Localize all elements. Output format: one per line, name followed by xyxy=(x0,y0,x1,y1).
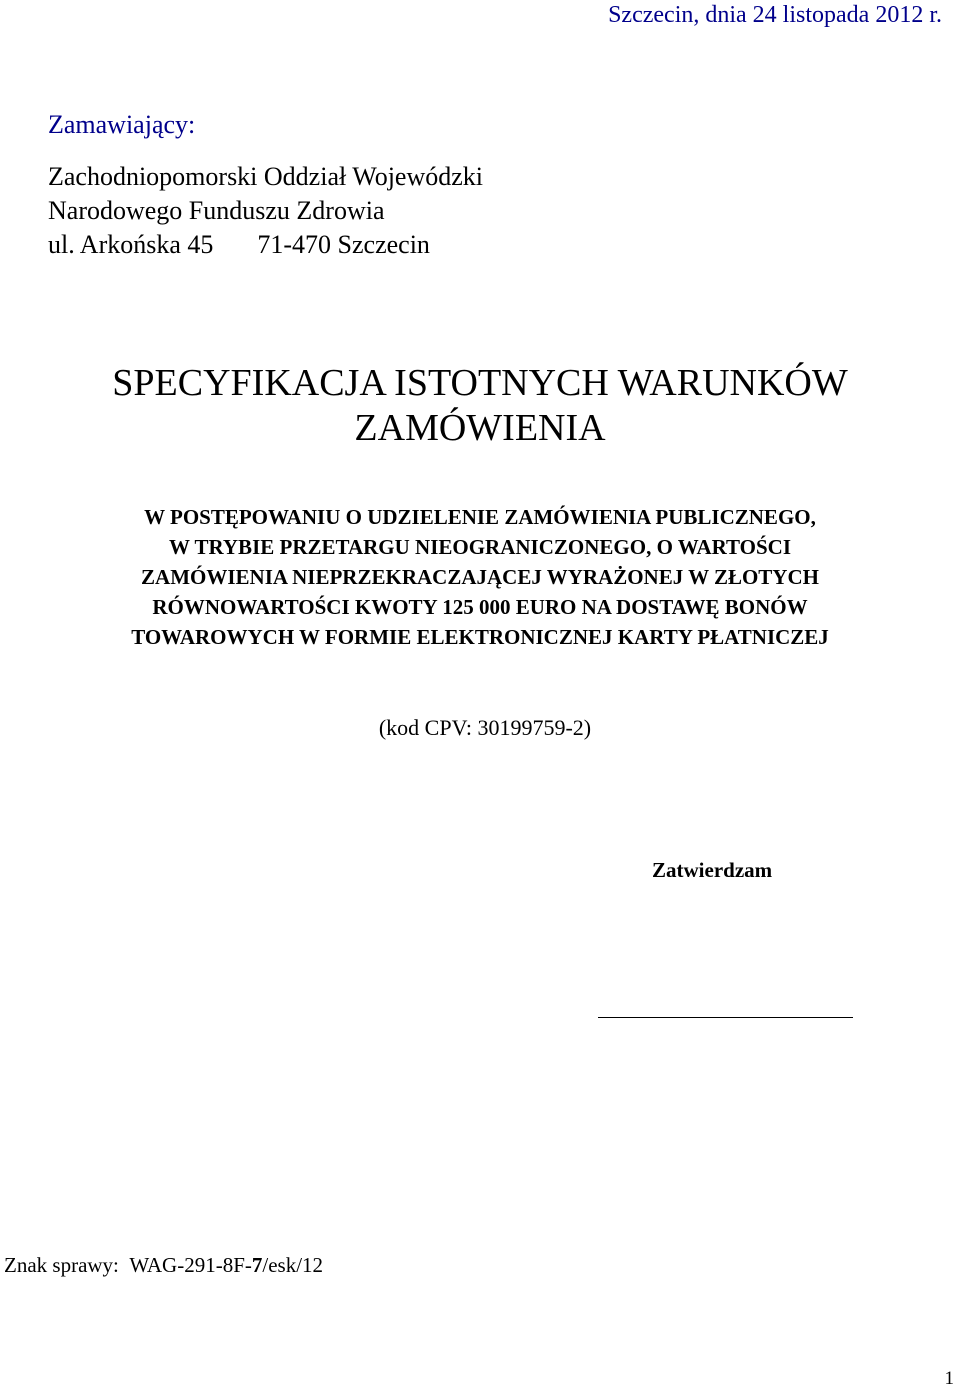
document-title xyxy=(0,361,960,451)
procedure-line: TOWAROWYCH W FORMIE ELEKTRONICZNEJ KARTY PŁATNICZEJ xyxy=(131,625,829,649)
approval-label: Zatwierdzam xyxy=(652,858,773,882)
page-number: 1 xyxy=(944,1368,954,1389)
case-reference-number: 7 xyxy=(251,1253,263,1277)
case-reference-suffix: /esk/12 xyxy=(262,1253,324,1277)
orderer-street-line xyxy=(48,228,483,262)
case-reference-label: Znak sprawy: xyxy=(4,1253,119,1277)
document-title-line2: ZAMÓWIENIA xyxy=(354,407,606,449)
procedure-line: W POSTĘPOWANIU O UDZIELENIE ZAMÓWIENIA PUBLICZNEGO, xyxy=(144,505,816,529)
signature-line xyxy=(598,1017,853,1018)
procedure-line: ZAMÓWIENIA NIEPRZEKRACZAJĄCEJ WYRAŻONEJ W ZŁOTYCH xyxy=(141,565,819,589)
orderer-street: ul. Arkońska 45 xyxy=(48,230,214,259)
orderer-name-line1: Zachodniopomorski Oddział Wojewódzki xyxy=(48,162,484,191)
procedure-line: W TRYBIE PRZETARGU NIEOGRANICZONEGO, O WARTOŚCI xyxy=(168,535,792,559)
cpv-code: (kod CPV: 30199759-2) xyxy=(378,715,592,740)
procedure-line: RÓWNOWARTOŚCI KWOTY 125 000 EURO NA DOSTAWĘ BONÓW xyxy=(152,595,808,619)
orderer-address xyxy=(48,160,483,262)
orderer-postal-city: 71-470 Szczecin xyxy=(257,230,430,259)
procedure-description xyxy=(0,502,960,652)
case-reference xyxy=(4,1251,323,1279)
orderer-name-line2: Narodowego Funduszu Zdrowia xyxy=(48,196,385,225)
orderer-label: Zamawiający: xyxy=(48,110,196,139)
document-title-line1: SPECYFIKACJA ISTOTNYCH WARUNKÓW xyxy=(112,362,848,404)
place-date: Szczecin, dnia 24 listopada 2012 r. xyxy=(608,2,942,28)
case-reference-prefix: WAG-291-8F- xyxy=(129,1253,252,1277)
